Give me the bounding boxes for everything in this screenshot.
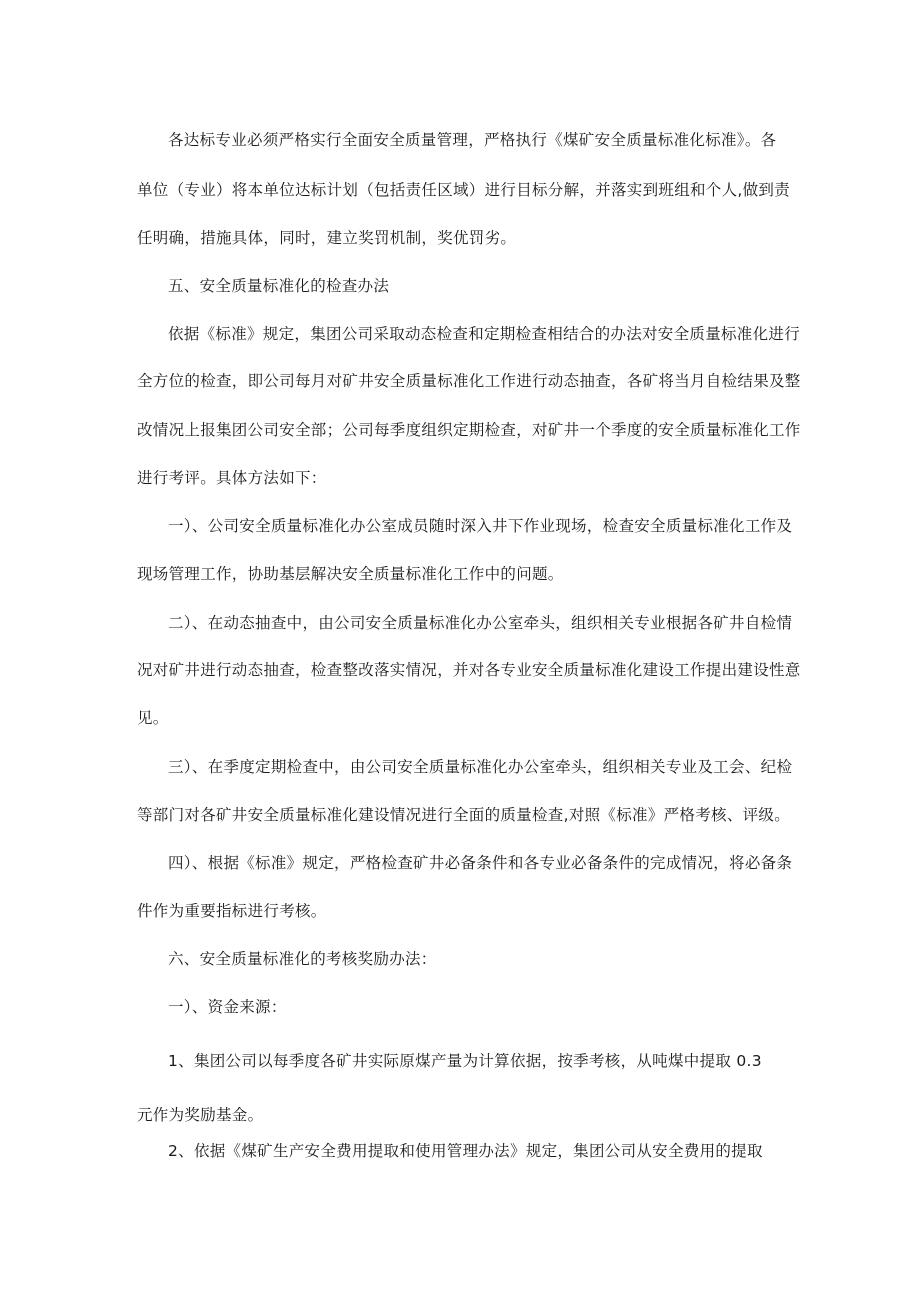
paragraph-line: 任明确，措施具体，同时，建立奖罚机制，奖优罚劣。 [137, 229, 517, 247]
paragraph-line: 元作为奖励基金。 [137, 1106, 264, 1124]
paragraph-line: 各达标专业必须严格实行全面安全质量管理，严格执行《煤矿安全质量标准化标准》。各 [168, 131, 777, 149]
subsection-heading: 一）、资金来源： [168, 998, 287, 1016]
paragraph-line: 单位（专业）将本单位达标计划（包括责任区域）进行目标分解，并落实到班组和个人,做到责 [137, 181, 791, 199]
section-heading: 五、安全质量标准化的检查办法 [168, 277, 390, 295]
paragraph-line: 二）、在动态抽查中，由公司安全质量标准化办公室牵头，组织相关专业根据各矿井自检情 [168, 614, 793, 632]
paragraph-line: 1、集团公司以每季度各矿井实际原煤产量为计算依据，按季考核，从吨煤中提取 0.3 [168, 1052, 762, 1070]
paragraph-line: 三）、在季度定期检查中，由公司安全质量标准化办公室牵头，组织相关专业及工会、纪检 [168, 758, 793, 776]
paragraph-line: 依据《标准》规定，集团公司采取动态检查和定期检查相结合的办法对安全质量标准化进行 [168, 325, 801, 343]
paragraph-line: 见。 [137, 709, 169, 727]
paragraph-line: 况对矿井进行动态抽查，检查整改落实情况，并对各专业安全质量标准化建设工作提出建设性意 [137, 661, 801, 679]
paragraph-line: 四）、根据《标准》规定，严格检查矿井必备条件和各专业必备条件的完成情况，将必备条 [168, 854, 793, 872]
paragraph-line: 现场管理工作，协助基层解决安全质量标准化工作中的问题。 [137, 565, 564, 583]
paragraph-line: 2、依据《煤矿生产安全费用提取和使用管理办法》规定，集团公司从安全费用的提取 [168, 1142, 763, 1160]
paragraph-line: 全方位的检查，即公司每月对矿井安全质量标准化工作进行动态抽查，各矿将当月自检结果及整 [137, 372, 801, 390]
paragraph-line: 改情况上报集团公司安全部；公司每季度组织定期检查，对矿井一个季度的安全质量标准化工作 [137, 421, 801, 439]
paragraph-line: 件作为重要指标进行考核。 [137, 902, 327, 920]
section-heading: 六、安全质量标准化的考核奖励办法： [168, 950, 437, 968]
paragraph-line: 一）、公司安全质量标准化办公室成员随时深入井下作业现场，检查安全质量标准化工作及 [168, 517, 793, 535]
paragraph-line: 等部门对各矿井安全质量标准化建设情况进行全面的质量检查,对照《标准》严格考核、评级。 [137, 806, 791, 824]
paragraph-line: 进行考评。具体方法如下： [137, 469, 327, 487]
